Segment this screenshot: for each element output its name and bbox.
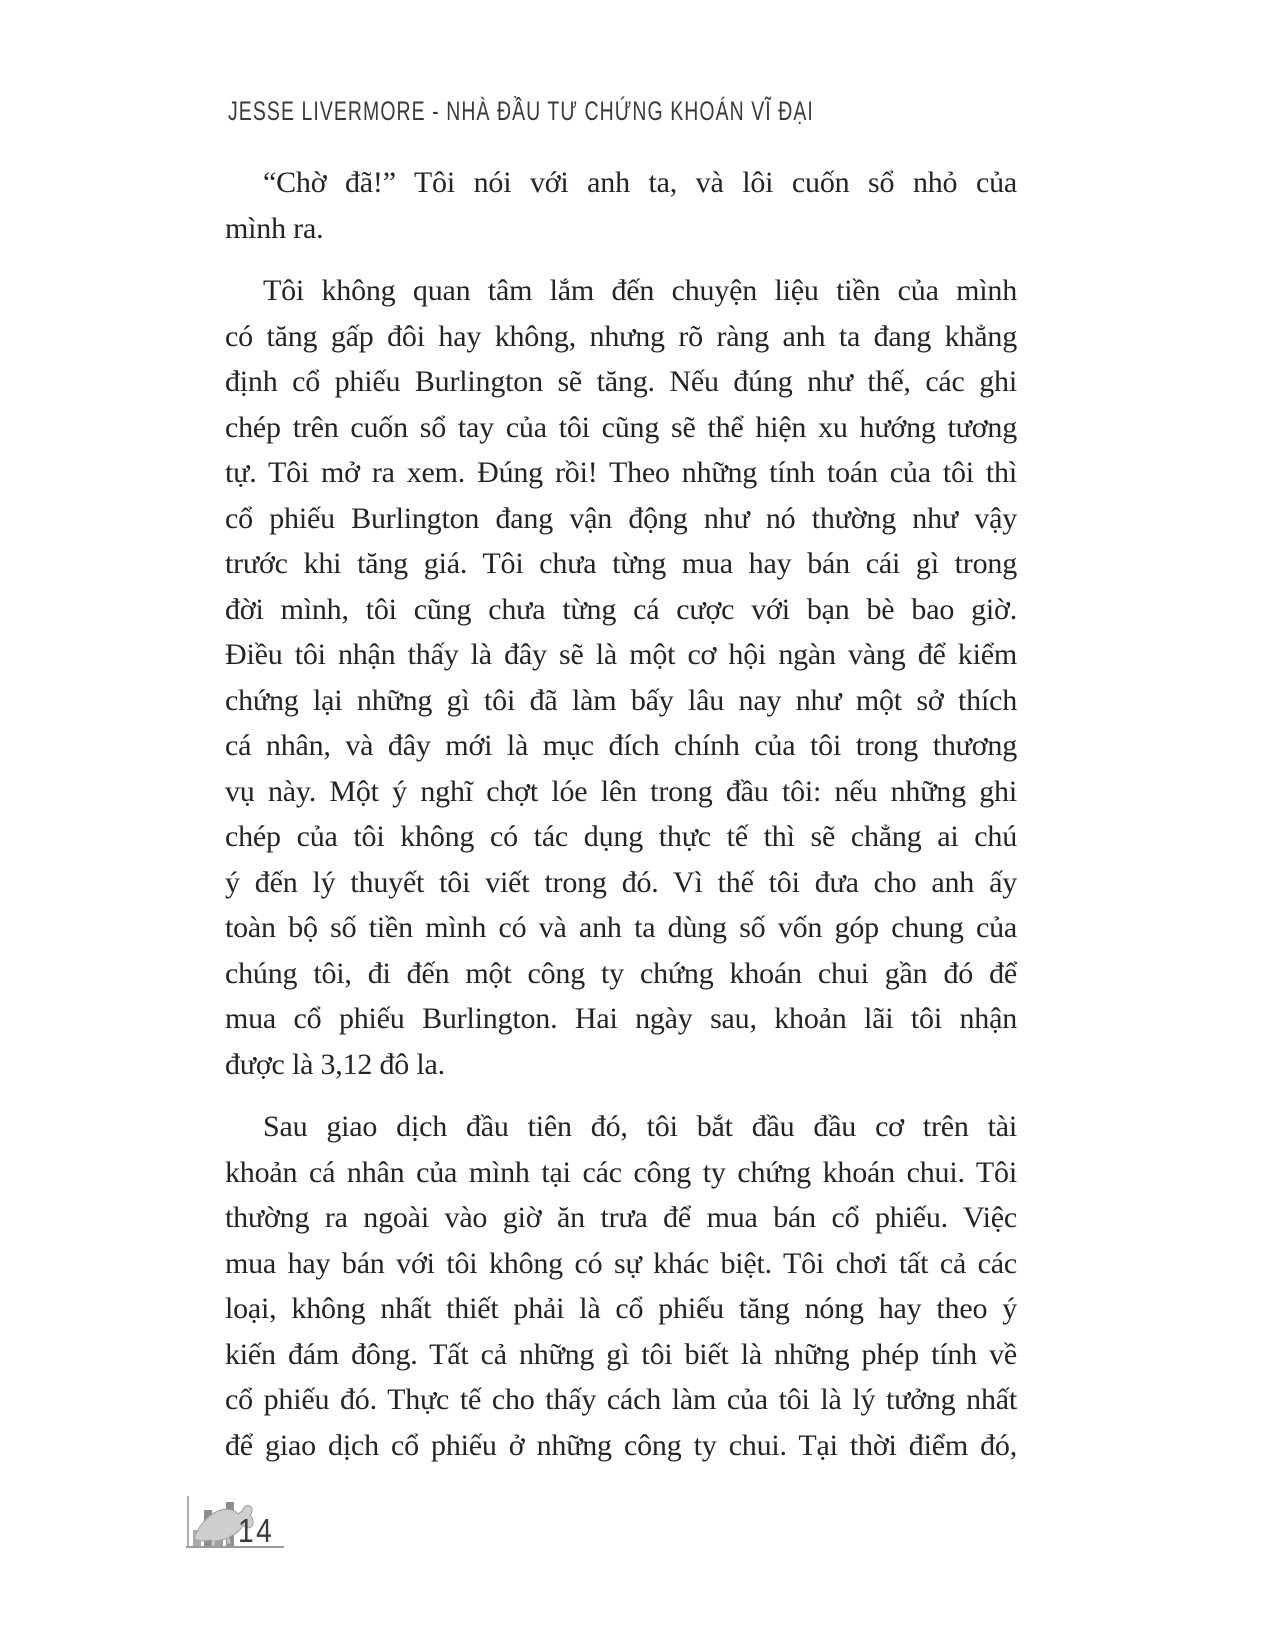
- text-line: đời mình, tôi cũng chưa từng cá cược với bạn bè bao giờ.: [225, 592, 1017, 626]
- text-line: được là 3,12 đô la.: [225, 1047, 445, 1081]
- text-line: mình ra.: [225, 211, 324, 245]
- text-line: trước khi tăng giá. Tôi chưa từng mua hay bán cái gì trong: [225, 547, 1017, 580]
- text-line: tự. Tôi mở ra xem. Đúng rồi! Theo những tính toán của tôi thì: [225, 456, 1017, 489]
- paragraph: [225, 268, 1017, 1087]
- text-line: chép trên cuốn sổ tay của tôi cũng sẽ thể hiện xu hướng tương: [225, 410, 1017, 444]
- paragraph: [225, 160, 1017, 251]
- text-line: ý đến lý thuyết tôi viết trong đó. Vì thế tôi đưa cho anh ấy: [225, 865, 1017, 899]
- text-line: cổ phiếu đó. Thực tế cho thấy cách làm của tôi là lý tưởng nhất: [225, 1383, 1017, 1416]
- running-header: JESSE LIVERMORE - NHÀ ĐẦU TƯ CHỨNG KHOÁN VĨ ĐẠI: [228, 96, 814, 126]
- text-line: cá nhân, và đây mới là mục đích chính của tôi trong thương: [225, 729, 1017, 762]
- text-line: chúng tôi, đi đến một công ty chứng khoán chui gần đó để: [225, 956, 1017, 990]
- paragraph: [225, 1104, 1017, 1468]
- text-line: mua hay bán với tôi không có sự khác biệt. Tôi chơi tất cả các: [225, 1246, 1017, 1280]
- text-line: vụ này. Một ý nghĩ chợt lóe lên trong đầu tôi: nếu những ghi: [225, 774, 1017, 808]
- text-line: có tăng gấp đôi hay không, nhưng rõ ràng anh ta đang khẳng: [225, 319, 1017, 353]
- text-line: cổ phiếu Burlington đang vận động như nó thường như vậy: [225, 501, 1017, 535]
- text-line: mua cổ phiếu Burlington. Hai ngày sau, khoản lãi tôi nhận: [225, 1002, 1017, 1035]
- text-line: để giao dịch cổ phiếu ở những công ty chui. Tại thời điểm đó,: [225, 1428, 1017, 1462]
- text-line: Tôi không quan tâm lắm đến chuyện liệu tiền của mình: [263, 274, 1017, 307]
- text-line: Sau giao dịch đầu tiên đó, tôi bắt đầu đầu cơ trên tài: [263, 1110, 1017, 1143]
- body-text-block: [225, 160, 1017, 1485]
- text-line: chứng lại những gì tôi đã làm bấy lâu nay như một sở thích: [225, 683, 1017, 717]
- text-line: toàn bộ số tiền mình có và anh ta dùng số vốn góp chung của: [225, 911, 1017, 944]
- page-number: 14: [238, 1512, 275, 1549]
- text-line: thường ra ngoài vào giờ ăn trưa để mua bán cổ phiếu. Việc: [225, 1201, 1017, 1234]
- text-line: chép của tôi không có tác dụng thực tế thì sẽ chẳng ai chú: [225, 820, 1017, 853]
- text-line: Điều tôi nhận thấy là đây sẽ là một cơ hội ngàn vàng để kiểm: [225, 638, 1017, 671]
- text-line: định cổ phiếu Burlington sẽ tăng. Nếu đúng như thế, các ghi: [225, 365, 1017, 398]
- text-line: “Chờ đã!” Tôi nói với anh ta, và lôi cuốn sổ nhỏ của: [263, 166, 1017, 199]
- text-line: kiến đám đông. Tất cả những gì tôi biết là những phép tính về: [225, 1337, 1017, 1371]
- text-line: khoản cá nhân của mình tại các công ty chứng khoán chui. Tôi: [225, 1155, 1017, 1189]
- text-line: loại, không nhất thiết phải là cổ phiếu tăng nóng hay theo ý: [225, 1292, 1017, 1325]
